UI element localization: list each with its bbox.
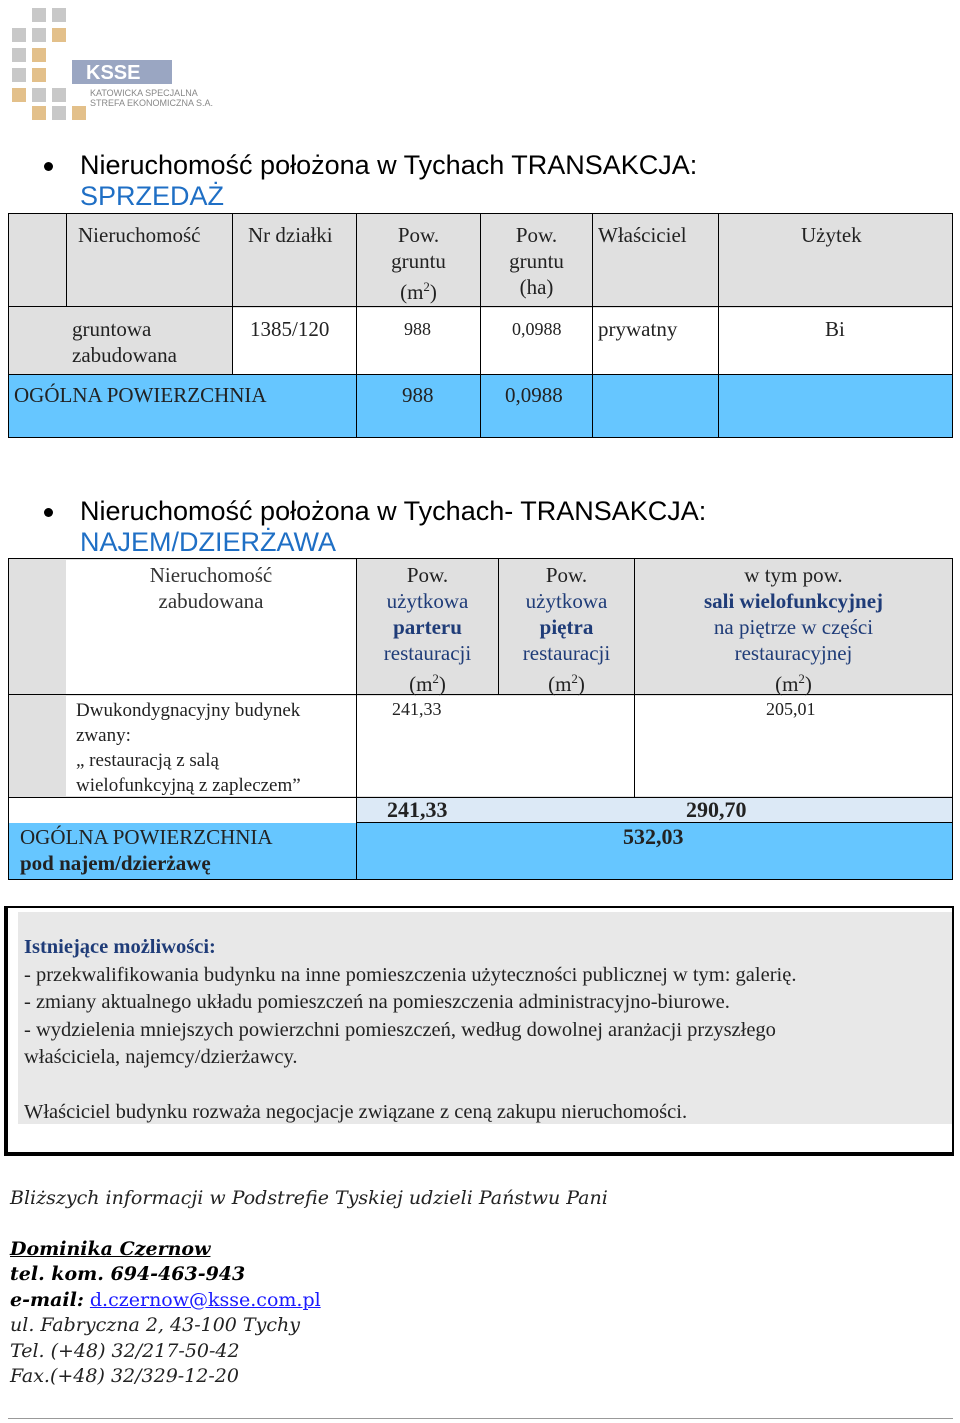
header-nieruchomosc: Nieruchomość: [78, 223, 201, 247]
total-ha: 0,0988: [505, 383, 563, 407]
email-label: e-mail:: [10, 1288, 84, 1311]
bullet-icon: [44, 162, 53, 171]
info-box: [4, 906, 954, 1156]
header-nieruchomosc-zabudowana: Nieruchomość zabudowana: [149, 563, 273, 613]
contact-section: [10, 1186, 950, 1390]
ksse-logo: [8, 6, 238, 122]
sub-pow-pietra: 290,70: [686, 797, 747, 822]
header-nr-dzialki: Nr działki: [248, 223, 333, 247]
row-pow-ha: 0,0988: [512, 319, 562, 339]
contact-intro: Bliższych informacji w Podstrefie Tyskiej udzieli Państwu Pani: [10, 1187, 608, 1209]
info-line: właściciela, najemcy/dzierżawcy.: [24, 1046, 298, 1068]
svg-text:STREFA EKONOMICZNA S.A.: STREFA EKONOMICZNA S.A.: [90, 98, 214, 108]
info-line: - zmiany aktualnego układu pomieszczeń na pomieszczenia administracyjno-biurowe.: [24, 991, 730, 1013]
total-value: 532,03: [623, 824, 684, 849]
contact-address: ul. Fabryczna 2, 43-100 Tychy: [10, 1314, 300, 1336]
section1-heading: Nieruchomość położona w Tychach TRANSAKCJA: SPRZEDAŻ: [80, 150, 697, 212]
section2-heading: Nieruchomość położona w Tychach- TRANSAKCJA: NAJEM/DZIERŻAWA: [80, 496, 706, 558]
contact-name: Dominika Czernow: [10, 1237, 211, 1260]
row-pow-sali: 205,01: [766, 699, 816, 719]
row-opis-budynku: Dwukondygnacyjny budynek zwany: „ restauracją z salą wielofunkcyjną z zapleczem”: [76, 700, 301, 796]
email-link[interactable]: d.czernow@ksse.com.pl: [89, 1288, 321, 1311]
info-line: - przekwalifikowania budynku na inne pomieszczenia użyteczności publicznej w tym: galerię.: [24, 963, 797, 986]
row-pow-m2: 988: [404, 319, 431, 339]
contact-fax: Fax.(+48) 32/329-12-20: [10, 1365, 239, 1387]
header-pow-pietra: Pow. użytkowa piętra restauracji $(m^2)$: [522, 563, 611, 696]
row-uzytek: Bi: [825, 317, 845, 341]
contact-tel: Tel. (+48) 32/217-50-42: [10, 1339, 240, 1362]
header-pow-ha: Pow. gruntu (ha): [509, 223, 564, 299]
total-m2: 988: [402, 383, 434, 407]
row-wlasciciel: prywatny: [598, 317, 678, 341]
row-rodzaj: gruntowa zabudowana: [72, 317, 177, 367]
bottom-divider: [8, 1418, 953, 1419]
total-label: OGÓLNA POWIERZCHNIA: [14, 383, 267, 407]
svg-text:KATOWICKA SPECJALNA: KATOWICKA SPECJALNA: [90, 88, 198, 98]
contact-phone: tel. kom. 694-463-943: [10, 1263, 246, 1285]
header-pow-parteru: Pow. użytkowa parteru restauracji $(m^2)$: [383, 563, 472, 696]
header-pow-m2: Pow. gruntu $(m^2)$: [391, 223, 446, 304]
sub-pow-parteru: 241,33: [387, 797, 448, 822]
info-title: Istniejące możliwości:: [24, 936, 216, 958]
header-wlasciciel: Właściciel: [598, 223, 687, 247]
info-note: Właściciel budynku rozważa negocjacje związane z ceną zakupu nieruchomości.: [24, 1100, 688, 1123]
total-label: OGÓLNA POWIERZCHNIA pod najem/dzierżawę: [20, 825, 273, 875]
bullet-icon: [44, 508, 53, 517]
info-line: - wydzielenia mniejszych powierzchni pomieszczeń, według dowolnej aranżacji przyszłego: [24, 1018, 776, 1041]
svg-text:KSSE: KSSE: [86, 62, 141, 84]
header-sala-wielofunkcyjna: w tym pow. sali wielofunkcyjnej na piętrze w części restauracyjnej $(m^2)$: [703, 563, 884, 696]
row-pow-parteru: 241,33: [392, 699, 442, 719]
row-nr-dzialki: 1385/120: [250, 317, 330, 341]
header-uzytek: Użytek: [801, 223, 862, 247]
